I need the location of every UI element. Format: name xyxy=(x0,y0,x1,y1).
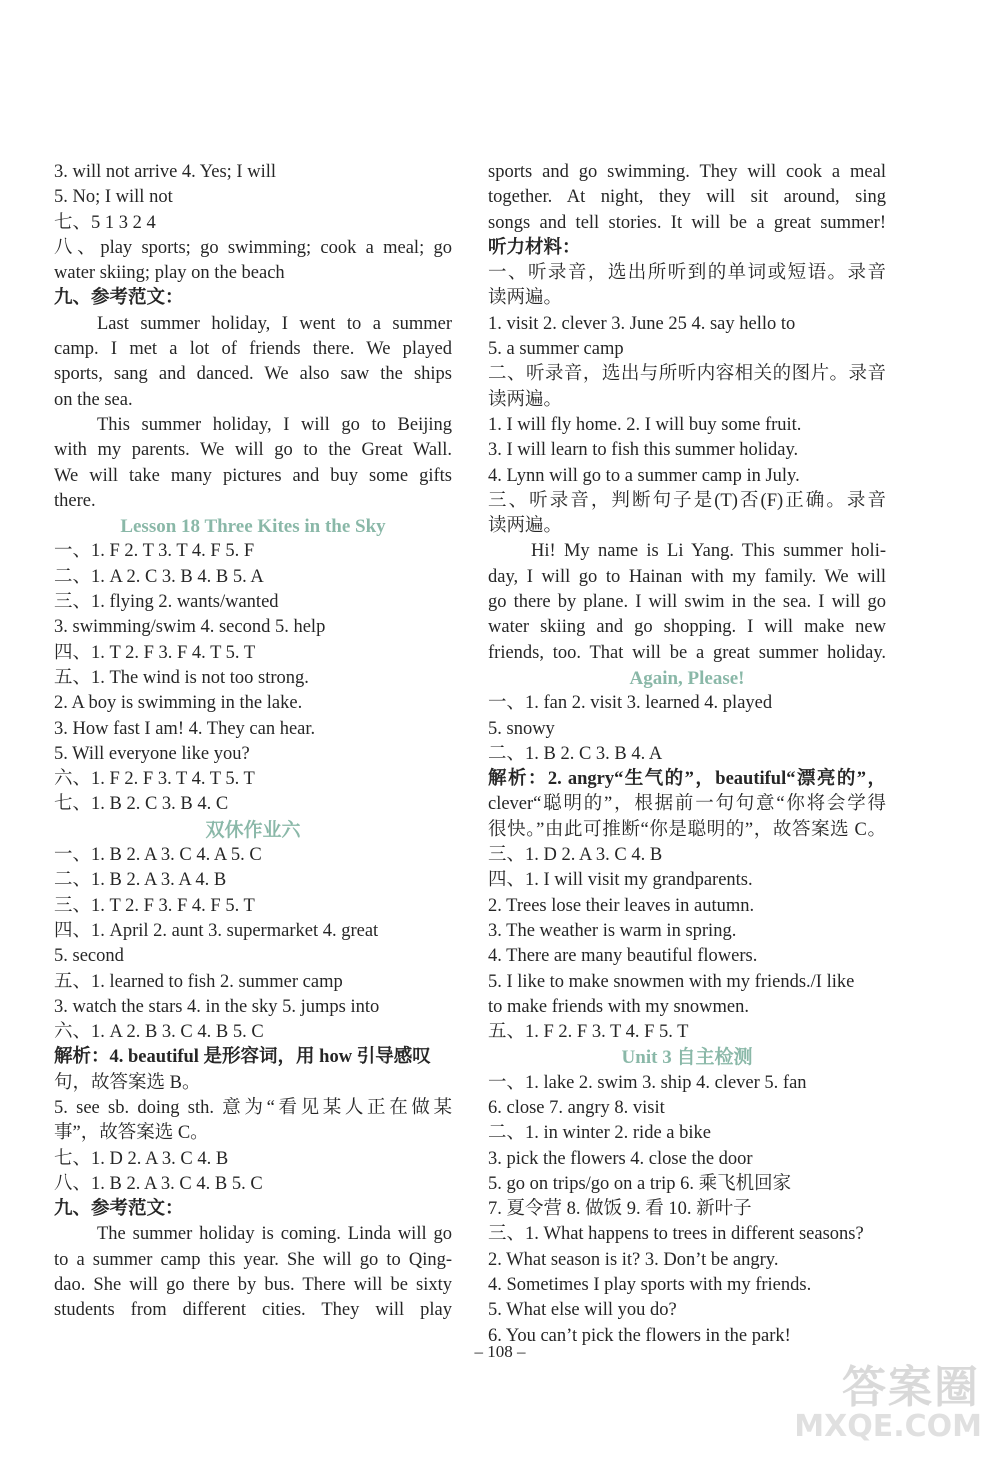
text-line: 3. will not arrive 4. Yes; I will xyxy=(54,162,276,182)
right-column xyxy=(488,160,886,1349)
text-line: songs and tell stories. It will be a great summer! xyxy=(488,212,886,233)
text-line: water skiing and go shopping. I will make new xyxy=(488,617,886,638)
text-line: there. xyxy=(54,490,96,511)
text-line: 解析：4. beautiful 是形容词，用 how 引导感叹 xyxy=(54,1047,431,1068)
watermark-logo xyxy=(788,1343,988,1461)
section-heading: 双休作业六 xyxy=(205,819,301,841)
text-line: 2. Trees lose their leaves in autumn. xyxy=(488,895,755,916)
text-line: 二、1. in winter 2. ride a bike xyxy=(488,1123,711,1144)
watermark-text: 答案圈 xyxy=(842,1362,980,1413)
text-line: 八、play sports; go swimming; cook a meal; go xyxy=(54,237,452,258)
text-line: 四、1. April 2. aunt 3. supermarket 4. great xyxy=(54,920,379,941)
text-line: 5. second xyxy=(54,946,124,967)
text-line: sports and go swimming. They will cook a meal xyxy=(488,162,886,182)
text-line: 5. go on trips/go on a trip 6. 乘飞机回家 xyxy=(488,1173,792,1194)
text-line: 句，故答案选 B。 xyxy=(54,1072,201,1093)
text-line: 八、1. B 2. A 3. C 4. B 5. C xyxy=(54,1173,263,1194)
text-line: day, I will go to Hainan with my family. We will xyxy=(488,566,886,587)
text-line: go there by plane. I will swim in the sea. I will go xyxy=(488,592,886,613)
text-line: 1. I will fly home. 2. I will buy some fruit. xyxy=(488,414,802,435)
text-line: to a summer camp this year. She will go to Qing- xyxy=(54,1249,452,1270)
text-line: 3. The weather is warm in spring. xyxy=(488,920,737,941)
text-line: 一、听录音，选出所听到的单词或短语。录音 xyxy=(488,263,886,284)
text-line: 解析：2. angry“生气的”，beautiful“漂亮的”， xyxy=(488,769,886,790)
text-line: 六、1. A 2. B 3. C 4. B 5. C xyxy=(54,1022,264,1043)
text-line: together. At night, they will sit around, sing xyxy=(488,187,886,208)
text-line: 三、1. D 2. A 3. C 4. B xyxy=(488,845,663,866)
watermark-url: MXQE.COM xyxy=(794,1409,982,1444)
text-line: 七、1. D 2. A 3. C 4. B xyxy=(54,1148,229,1169)
section-heading: Lesson 18 Three Kites in the Sky xyxy=(120,516,386,538)
text-line: 事”，故答案选 C。 xyxy=(54,1123,209,1144)
text-line: friends, too. That will be a great summer holiday. xyxy=(488,642,886,663)
text-line: 五、1. F 2. F 3. T 4. F 5. T xyxy=(488,1022,689,1043)
text-line: with my parents. We will go to the Great Wall. xyxy=(54,440,452,461)
text-line: 5. What else will you do? xyxy=(488,1300,677,1321)
text-line: 4. Lynn will go to a summer camp in July. xyxy=(488,465,800,486)
text-line: 三、1. What happens to trees in different seasons? xyxy=(488,1224,864,1245)
text-line: to make friends with my snowmen. xyxy=(488,996,750,1017)
text-line: 三、1. flying 2. wants/wanted xyxy=(54,592,279,613)
text-line: 一、1. B 2. A 3. C 4. A 5. C xyxy=(54,845,262,866)
text-line: 1. visit 2. clever 3. June 25 4. say hello to xyxy=(488,313,796,334)
text-line: 听力材料： xyxy=(488,237,581,258)
text-line: 5. I like to make snowmen with my friends./I like xyxy=(488,971,855,992)
text-line: 九、参考范文： xyxy=(54,288,184,309)
text-line: dao. She will go there by bus. There will be sixty xyxy=(54,1275,452,1296)
text-line: Last summer holiday, I went to a summer xyxy=(97,313,452,334)
text-line: 二、1. B 2. A 3. A 4. B xyxy=(54,870,227,891)
text-line: The summer holiday is coming. Linda will go xyxy=(97,1224,452,1245)
text-line: 读两遍。 xyxy=(488,288,563,309)
text-line: 3. I will learn to fish this summer holiday. xyxy=(488,440,799,461)
text-line: 九、参考范文： xyxy=(54,1199,184,1220)
text-line: 六、1. F 2. F 3. T 4. T 5. T xyxy=(54,769,255,790)
text-line: 五、1. The wind is not too strong. xyxy=(54,667,309,688)
text-line: 5. see sb. doing sth. 意为“看见某人正在做某 xyxy=(54,1097,452,1118)
text-line: 七、1. B 2. C 3. B 4. C xyxy=(54,794,229,815)
text-line: 6. close 7. angry 8. visit xyxy=(488,1097,665,1118)
text-line: 一、1. lake 2. swim 3. ship 4. clever 5. fan xyxy=(488,1072,807,1093)
text-line: 七、5 1 3 2 4 xyxy=(54,212,156,233)
section-heading: Unit 3 自主检测 xyxy=(621,1047,753,1069)
text-line: We will take many pictures and buy some gifts xyxy=(54,465,452,486)
text-line: 6. You can’t pick the flowers in the park! xyxy=(488,1325,791,1346)
text-line: 4. There are many beautiful flowers. xyxy=(488,946,758,967)
text-line: 3. pick the flowers 4. close the door xyxy=(488,1148,753,1169)
text-line: 二、听录音，选出与所听内容相关的图片。录音 xyxy=(488,364,886,385)
text-line: 很快。”由此可推断“你是聪明的”，故答案选 C。 xyxy=(488,819,886,840)
text-line: 四、1. I will visit my grandparents. xyxy=(488,870,753,891)
text-line: sports, sang and danced. We also saw the ships xyxy=(54,364,452,385)
text-line: 读两遍。 xyxy=(488,516,563,537)
left-column xyxy=(54,160,452,1324)
text-line: 二、1. B 2. C 3. B 4. A xyxy=(488,743,663,764)
text-line: 2. What season is it? 3. Don’t be angry. xyxy=(488,1249,779,1270)
page-number: – 108 – xyxy=(474,1342,526,1361)
text-line: 读两遍。 xyxy=(488,389,563,410)
section-heading: Again, Please! xyxy=(629,667,745,689)
text-line: 三、1. T 2. F 3. F 4. F 5. T xyxy=(54,895,255,916)
text-line: water skiing; play on the beach xyxy=(54,263,285,284)
text-line: 二、1. A 2. C 3. B 4. B 5. A xyxy=(54,566,264,587)
text-line: students from different cities. They will play xyxy=(54,1300,452,1321)
text-line: 5. snowy xyxy=(488,718,555,739)
text-line: 7. 夏令营 8. 做饭 9. 看 10. 新叶子 xyxy=(488,1199,752,1220)
text-line: 3. swimming/swim 4. second 5. help xyxy=(54,617,326,638)
text-line: 3. watch the stars 4. in the sky 5. jumps into xyxy=(54,996,380,1017)
text-line: 5. a summer camp xyxy=(488,339,624,360)
text-line: Hi! My name is Li Yang. This summer holi- xyxy=(531,541,886,562)
text-line: 三、听录音，判断句子是(T)否(F)正确。录音 xyxy=(488,490,886,511)
text-line: 一、1. fan 2. visit 3. learned 4. played xyxy=(488,693,773,714)
text-line: This summer holiday, I will go to Beijing xyxy=(97,414,452,435)
text-line: camp. I met a lot of friends there. We played xyxy=(54,339,452,360)
text-line: 5. No; I will not xyxy=(54,187,173,208)
text-line: on the sea. xyxy=(54,389,133,410)
text-line: 四、1. T 2. F 3. F 4. T 5. T xyxy=(54,642,256,663)
text-line: 5. Will everyone like you? xyxy=(54,743,250,764)
text-line: 3. How fast I am! 4. They can hear. xyxy=(54,718,316,739)
text-line: 五、1. learned to fish 2. summer camp xyxy=(54,971,343,992)
text-line: clever“聪明的”，根据前一句句意“你将会学得 xyxy=(488,794,886,815)
text-line: 一、1. F 2. T 3. T 4. F 5. F xyxy=(54,541,255,562)
text-line: 2. A boy is swimming in the lake. xyxy=(54,693,303,714)
text-line: 4. Sometimes I play sports with my friends. xyxy=(488,1275,812,1296)
